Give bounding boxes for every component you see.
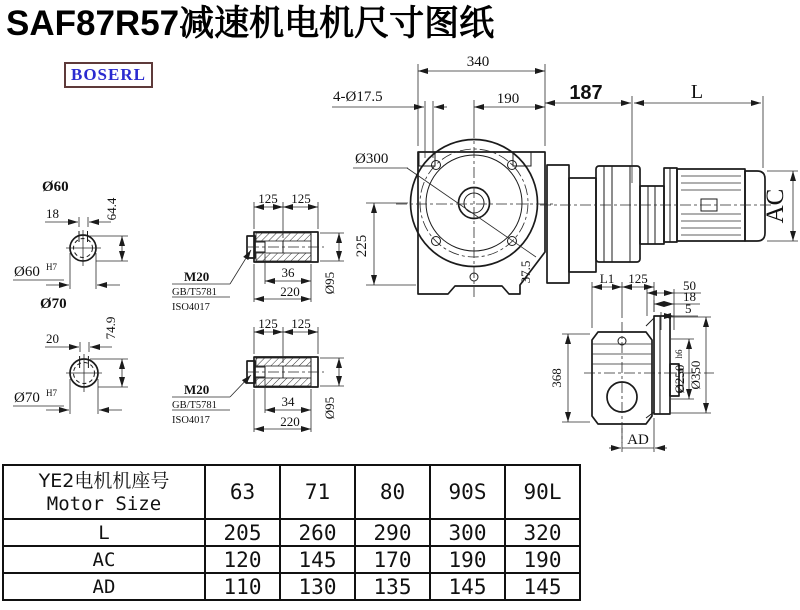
- dim-125d-label: 125: [291, 316, 311, 331]
- table-header-en: Motor Size: [46, 493, 162, 515]
- table-row-AD: [3, 573, 580, 600]
- output-flange-view: [549, 271, 714, 452]
- shaft60-title: Ø60: [42, 179, 69, 195]
- side-view: [540, 81, 798, 283]
- shaft70-title: Ø70: [40, 296, 67, 312]
- standard-gb-label: GB/T5781: [172, 287, 217, 298]
- dim-AC-label: AC: [762, 188, 789, 224]
- table-row-AC: [3, 546, 580, 573]
- dim-187-label: 187: [569, 82, 603, 104]
- dim-125b-label: 125: [291, 191, 311, 206]
- shaft-end-view-70: [13, 296, 128, 414]
- table-cell: 145: [430, 573, 505, 600]
- table-cell: 190: [430, 546, 505, 573]
- flange-od-label: Ø350: [688, 360, 703, 390]
- dim-50-label: 50: [683, 278, 696, 293]
- table-header-motor-size: [3, 465, 205, 519]
- bore-70-label: Ø70: [14, 390, 40, 406]
- dim-125c-label: 125: [258, 316, 278, 331]
- table-cell: 260: [280, 519, 355, 546]
- dim-125e-label: 125: [628, 271, 648, 286]
- table-cell: 320: [505, 519, 580, 546]
- table-cell: 120: [205, 546, 280, 573]
- shaft-end-view-60: [13, 179, 128, 289]
- table-col-80: 80: [355, 465, 430, 519]
- dim-190-label: 190: [496, 91, 520, 107]
- dim-18-label: 18: [683, 289, 696, 304]
- dim-95a-label: Ø95: [322, 271, 337, 295]
- dim-L-label: L: [690, 81, 704, 103]
- standard-iso-label-2: ISO4017: [172, 415, 210, 426]
- table-col-71: 71: [280, 465, 355, 519]
- bolt-spec-label: M20: [184, 269, 210, 284]
- bore-60-tolerance: H7: [46, 262, 57, 272]
- standard-iso-label: ISO4017: [172, 302, 210, 313]
- table-cell: 130: [280, 573, 355, 600]
- spigot-tolerance-label: h6: [674, 349, 684, 359]
- table-cell: 110: [205, 573, 280, 600]
- table-cell: 300: [430, 519, 505, 546]
- table-cell: 135: [355, 573, 430, 600]
- key-depth-70-label: 74.9: [103, 316, 118, 340]
- dim-L1-label: L1: [599, 271, 615, 286]
- dim-AD-label: AD: [627, 432, 649, 448]
- front-view: [332, 54, 553, 297]
- table-cell: 145: [280, 546, 355, 573]
- row-label-AC: AC: [3, 546, 205, 573]
- dim-36-label: 36: [281, 265, 295, 280]
- hollow-shaft-view-2: [172, 316, 344, 432]
- bolt-spec-label-2: M20: [184, 382, 210, 397]
- table-cell: 190: [505, 546, 580, 573]
- key-width-60-label: 18: [46, 206, 59, 221]
- dim-225-label: 225: [354, 234, 370, 258]
- table-cell: 170: [355, 546, 430, 573]
- flange-dia-label: Ø300: [355, 151, 389, 167]
- key-width-70-label: 20: [46, 331, 59, 346]
- chamfer-angle-label: 37.5: [518, 260, 533, 284]
- motor-size-table: [2, 464, 581, 601]
- page-title: SAF87R57减速机电机尺寸图纸: [6, 4, 495, 43]
- table-col-90S: 90S: [430, 465, 505, 519]
- row-label-AD: AD: [3, 573, 205, 600]
- spigot-dia-label: Ø250: [672, 364, 687, 394]
- brand-logo-text: BOSERL: [71, 65, 146, 84]
- table-row-L: [3, 519, 580, 546]
- dim-125a-label: 125: [258, 191, 278, 206]
- row-label-L: L: [3, 519, 205, 546]
- table-col-90L: 90L: [505, 465, 580, 519]
- hollow-shaft-view-1: [172, 191, 344, 313]
- dim-5-label: 5: [685, 301, 692, 316]
- bore-70-tolerance: H7: [46, 388, 57, 398]
- dim-220a-label: 220: [280, 284, 300, 299]
- bolt-holes-label: 4-Ø17.5: [333, 89, 383, 105]
- table-cell: 290: [355, 519, 430, 546]
- bore-60-label: Ø60: [14, 264, 40, 280]
- dim-368-label: 368: [549, 368, 564, 388]
- table-header-row: [3, 465, 580, 519]
- table-col-63: 63: [205, 465, 280, 519]
- dim-340-label: 340: [466, 54, 490, 70]
- dim-95b-label: Ø95: [322, 396, 337, 420]
- dim-220b-label: 220: [280, 414, 300, 429]
- key-depth-60-label: 64.4: [104, 197, 119, 221]
- standard-gb-label-2: GB/T5781: [172, 400, 217, 411]
- table-cell: 145: [505, 573, 580, 600]
- table-header-cn: YE2电机机座号: [38, 470, 170, 492]
- dim-34-label: 34: [281, 394, 295, 409]
- table-cell: 205: [205, 519, 280, 546]
